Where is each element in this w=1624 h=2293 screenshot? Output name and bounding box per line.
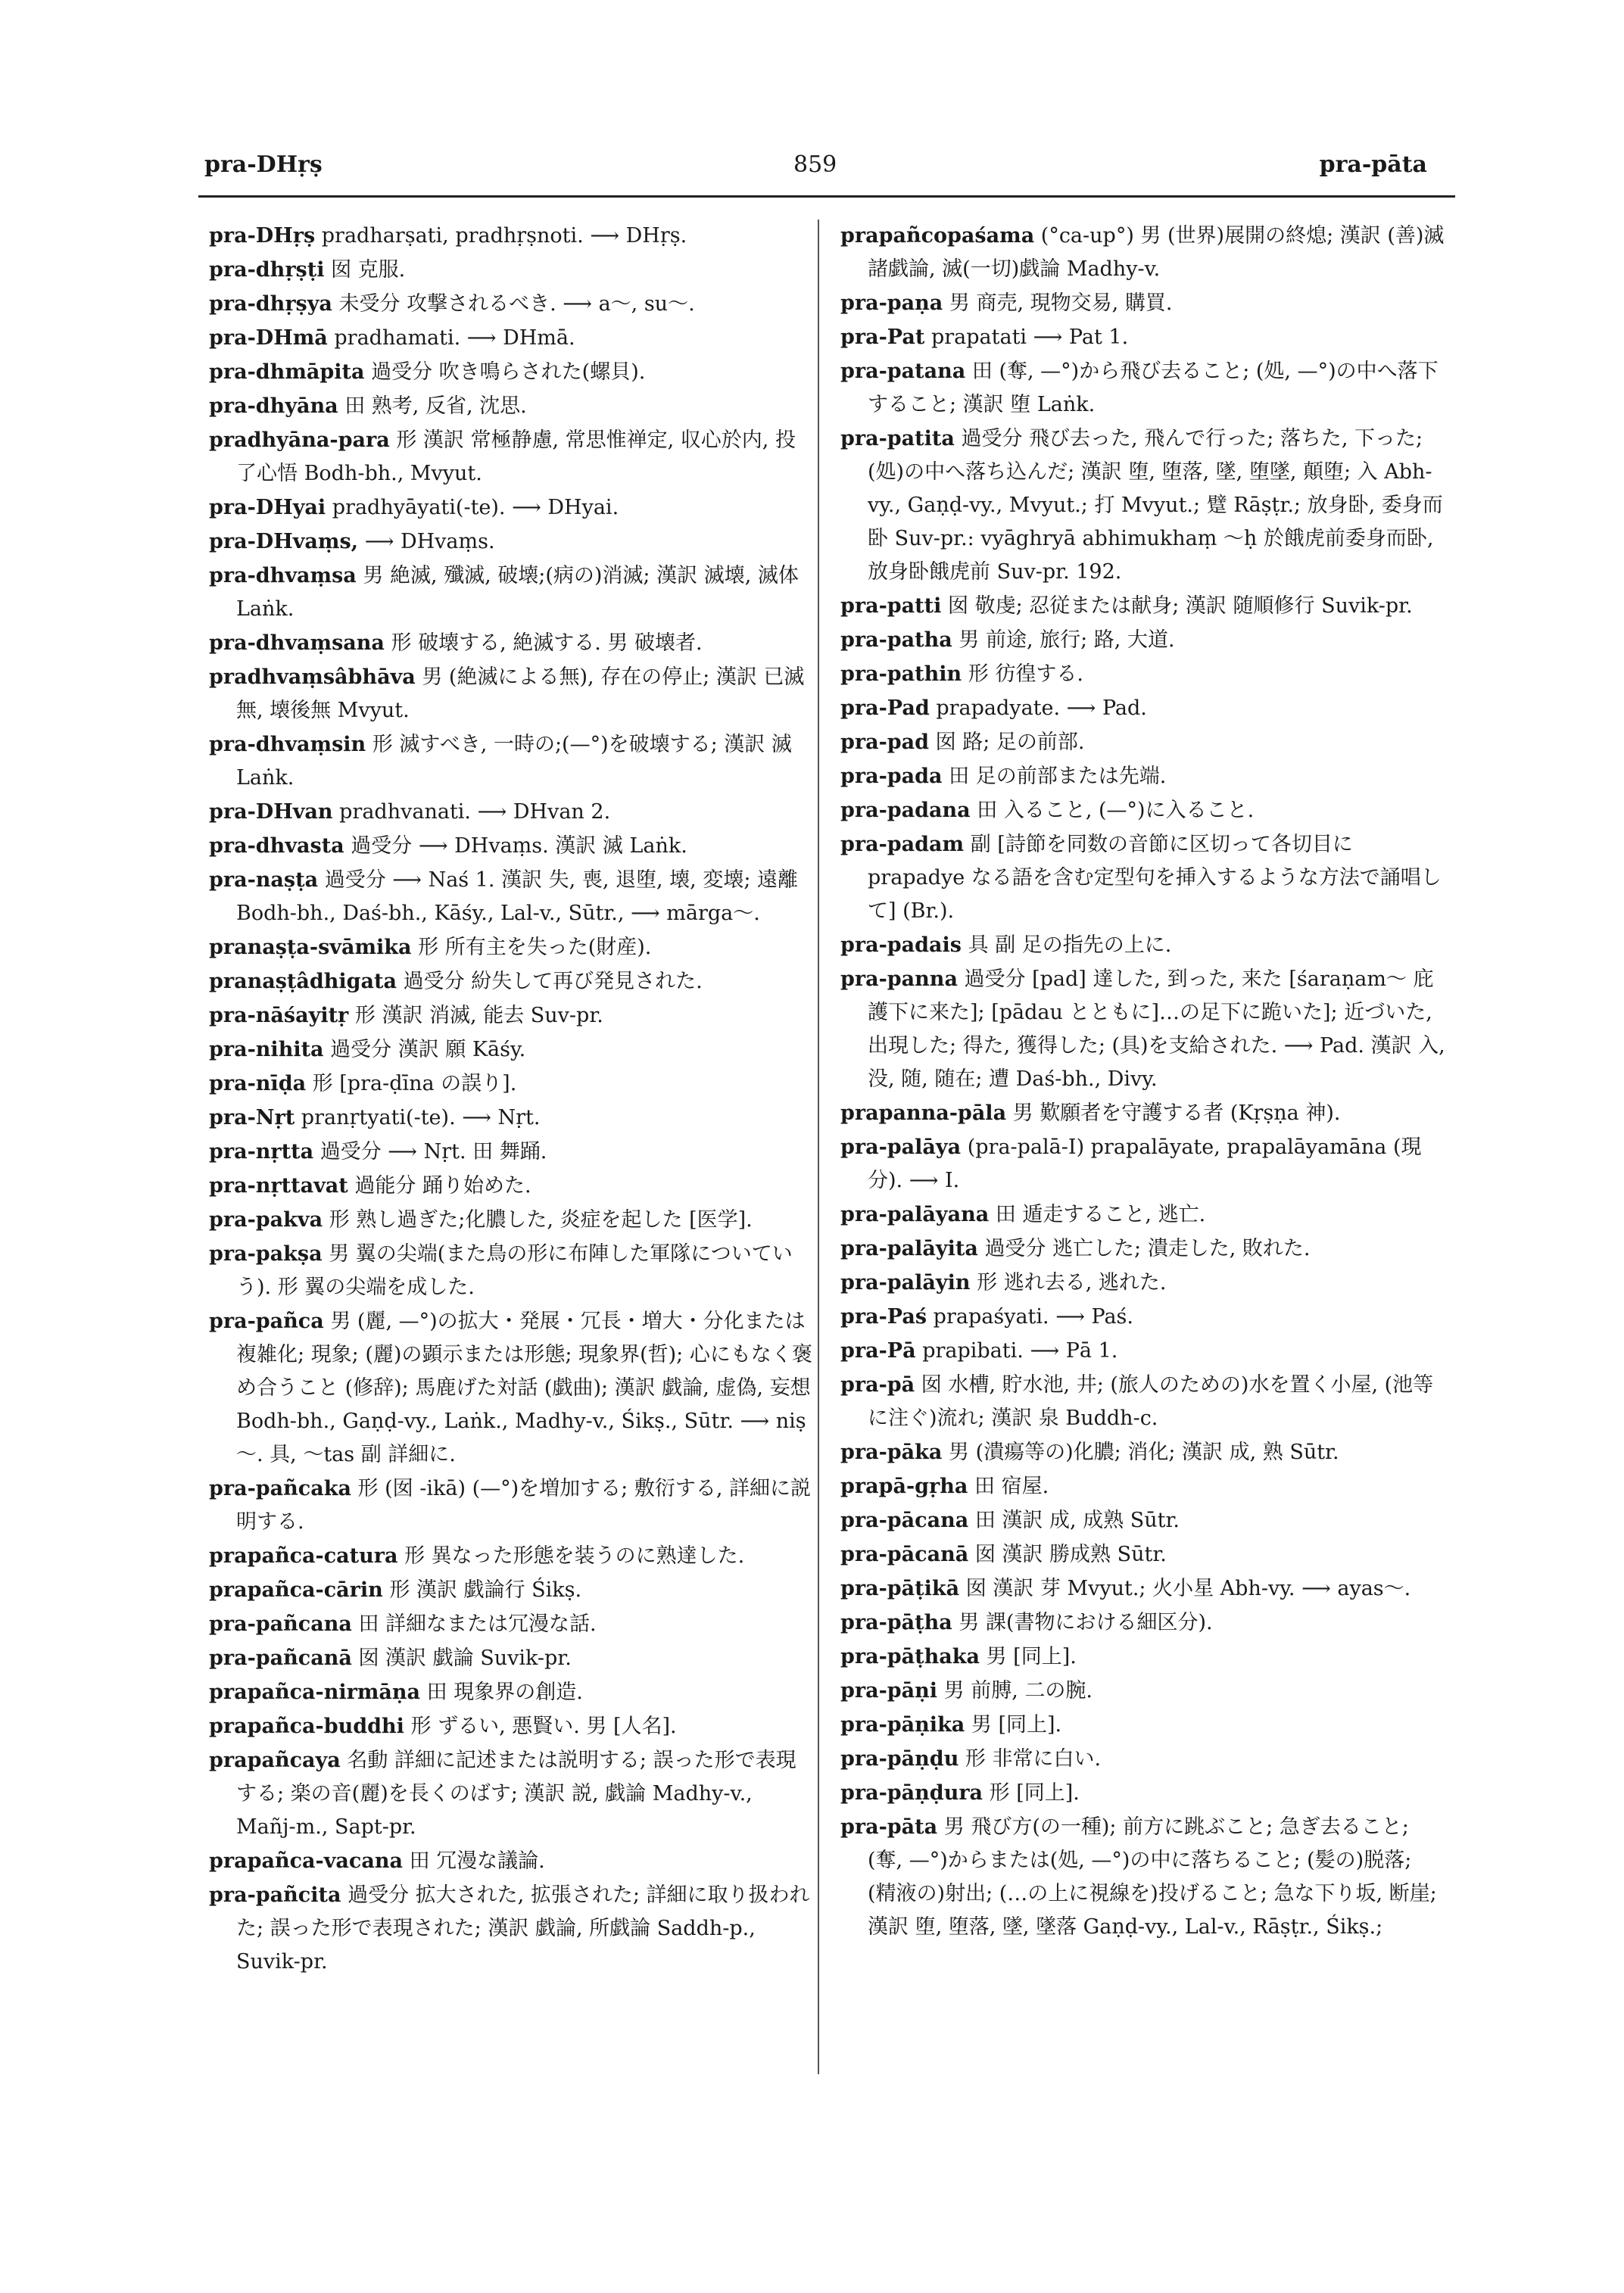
entry-definition: 形 熟し過ぎた;化膿した, 炎症を起した [医学].: [329, 1208, 753, 1232]
entry-headword: pra-pā: [840, 1373, 915, 1397]
entry-headword: pradhvaṃsâbhāva: [209, 665, 416, 689]
dictionary-entry: [209, 661, 815, 727]
dictionary-entry: [209, 1540, 815, 1573]
entry-headword: pra-pāṭikā: [840, 1577, 960, 1600]
dictionary-entry: [840, 692, 1446, 725]
entry-headword: prapañcaya: [209, 1749, 341, 1772]
entry-definition: 男 歎願者を守護する者 (Kṛṣṇa 神).: [1012, 1101, 1341, 1125]
entry-headword: pra-padais: [840, 933, 962, 957]
entry-definition: pradhyāyati(-te). ⟶ DHyai.: [332, 496, 619, 519]
entry-headword: pra-dhvaṃsin: [209, 733, 366, 756]
dictionary-entry: [209, 1136, 815, 1169]
dictionary-entry: [209, 1067, 815, 1101]
dictionary-entry: [209, 1879, 815, 1979]
entry-definition: 過受分 ⟶ Nṛt. 田 舞踊.: [320, 1140, 547, 1164]
entry-definition: 過受分 紛失して再び発見された.: [403, 970, 703, 993]
entry-definition: 男 課(書物における細区分).: [959, 1611, 1213, 1634]
entry-definition: 男 商売, 現物交易, 購買.: [949, 291, 1173, 315]
dictionary-entry: [209, 1238, 815, 1304]
entry-headword: prapañca-buddhi: [209, 1715, 404, 1738]
entry-headword: pra-patana: [840, 360, 966, 383]
entry-headword: pra-Pad: [840, 696, 930, 720]
entry-headword: pra-pañca: [209, 1310, 324, 1333]
entry-headword: pra-DHmā: [209, 326, 328, 350]
entry-definition: 田 遁走すること, 逃亡.: [995, 1203, 1206, 1226]
dictionary-entry: [840, 590, 1446, 623]
dictionary-entry: [840, 1131, 1446, 1198]
dictionary-entry: [209, 525, 815, 559]
dictionary-entry: [209, 796, 815, 829]
entry-definition: 田 現象界の創造.: [426, 1681, 583, 1704]
entry-definition: 男 絶滅, 殲滅, 破壊;(病の)消滅; 漢訳 滅壊, 滅体 Laṅk.: [236, 564, 799, 621]
entry-definition: 男 [同上].: [971, 1713, 1062, 1737]
entry-headword: pra-DHṛṣ: [209, 224, 316, 248]
dictionary-entry: [840, 1436, 1446, 1469]
dictionary-entry: [209, 1305, 815, 1472]
entry-definition: pranṛtyati(-te). ⟶ Nṛt.: [301, 1106, 541, 1129]
entry-definition: 男 (潰瘍等の)化膿; 消化; 漢訳 成, 熟 Sūtr.: [948, 1441, 1339, 1464]
dictionary-entry: [209, 1170, 815, 1203]
entry-headword: pra-pāṭhaka: [840, 1645, 980, 1668]
entry-definition: 過受分 [pad] 達した, 到った, 来た [śaraṇam～ 庇護下に来た]; [pādau とともに]…の足下に跪いた]; 近づいた, 出現した; 得た, 獲得した; (具)を支給された. ⟶ Pad. 漢訳 入, 没, 随, 随在; 遭 Daś-bh., Divy.: [868, 967, 1445, 1091]
entry-headword: pra-palāyita: [840, 1237, 978, 1260]
entry-headword: pranaṣṭa-svāmika: [209, 936, 412, 959]
dictionary-entry: [840, 1640, 1446, 1674]
entry-headword: pra-dhyāna: [209, 394, 338, 418]
entry-definition: 形 彷徨する.: [968, 662, 1083, 686]
entry-headword: pra-palāya: [840, 1136, 962, 1159]
dictionary-entry: [840, 355, 1446, 422]
entry-definition: 囡 克服.: [331, 258, 406, 282]
dictionary-entry: [840, 1606, 1446, 1640]
entry-definition: 男 翼の尖端(また鳥の形に布陣した軍隊についていう). 形 翼の尖端を成した.: [236, 1242, 793, 1299]
entry-headword: pradhyāna-para: [209, 428, 390, 452]
dictionary-entry: [840, 1777, 1446, 1810]
dictionary-entry: [209, 390, 815, 423]
entry-definition: 田 熟考, 反省, 沈思.: [344, 394, 527, 418]
entry-definition: (°ca-up°) 男 (世界)展開の終熄; 漢訳 (善)滅諸戯論, 滅(一切)戯論 Madhy-v.: [868, 224, 1445, 281]
entry-headword: pra-nṛtta: [209, 1140, 314, 1164]
dictionary-entry: [209, 1744, 815, 1844]
entry-definition: 過受分 ⟶ Naś 1. 漢訳 失, 喪, 退堕, 壊, 変壊; 遠離 Bodh-bh., Daś-bh., Kāśy., Lal-v., Sūtr., ⟶ mārga～.: [236, 868, 799, 925]
entry-headword: pra-nṛttavat: [209, 1174, 348, 1198]
entry-definition: 過受分 飛び去った, 飛んで行った; 落ちた, 下った; (処)の中へ落ち込んだ; 漢訳 堕, 堕落, 墜, 堕墜, 顛堕; 入 Abh-vy., Gaṇḍ-vy., Mvyut.; 打 Mvyut.; 躄 Rāṣṭr.; 放身卧, 委身而卧 Suv-pr.: vyāghryā abhimukhaṃ ～ḥ 於餓虎前委身而卧, 放身卧餓虎前 Suv-pr. 192.: [868, 427, 1443, 584]
dictionary-entry: [840, 1675, 1446, 1708]
dictionary-entry: [209, 220, 815, 253]
entry-headword: pra-patti: [840, 594, 942, 618]
dictionary-entry: [840, 828, 1446, 928]
entry-headword: prapañca-vacana: [209, 1849, 403, 1873]
entry-definition: 男 飛び方(の一種); 前方に跳ぶこと; 急ぎ去ること; (奪, —°)からまたは(処, —°)の中に落ちること; (髪の)脱落; (精液の)射出; (…の上に視線を)投げること; 急な下り坂, 断崖; 漢訳 堕, 堕落, 墜, 墜落 Gaṇḍ-vy., Lal-v., Rāṣṭr., Śikṣ.;: [868, 1815, 1437, 1939]
header-rule: [198, 195, 1455, 198]
entry-definition: 形 異なった形態を装うのに熟達した.: [404, 1544, 745, 1568]
entry-definition: 田 冗漫な議論.: [409, 1849, 545, 1873]
entry-definition: 形 滅すべき, 一時の;(—°)を破壊する; 漢訳 滅 Laṅk.: [236, 733, 792, 790]
entry-definition: prapadyate. ⟶ Pad.: [936, 696, 1147, 720]
dictionary-entry: [209, 830, 815, 863]
entry-headword: pra-DHyai: [209, 496, 326, 519]
dictionary-entry: [209, 627, 815, 660]
dictionary-entry: [840, 287, 1446, 320]
dictionary-entry: [209, 965, 815, 999]
entry-headword: pra-pakva: [209, 1208, 323, 1232]
entry-headword: prapañca-cārin: [209, 1578, 383, 1602]
entry-definition: 形 漢訳 常極静慮, 常思惟禅定, 収心於内, 投了心悟 Bodh-bh., Mvyut.: [236, 428, 796, 485]
dictionary-entry: [209, 322, 815, 355]
entry-definition: 田 (奪, —°)から飛び去ること; (処, —°)の中へ落下すること; 漢訳 堕 Laṅk.: [868, 360, 1439, 416]
entry-definition: 具 副 足の指先の上に.: [968, 933, 1172, 957]
entry-definition: prapatati ⟶ Pat 1.: [930, 326, 1129, 349]
entry-definition: 形 漢訳 戯論行 Śikṣ.: [389, 1578, 582, 1602]
entry-headword: pra-pañcanā: [209, 1647, 352, 1670]
left-column: [209, 220, 815, 1980]
dictionary-entry: [209, 1574, 815, 1607]
dictionary-entry: [840, 794, 1446, 827]
entry-headword: pra-patha: [840, 628, 952, 652]
entry-definition: prapaśyati. ⟶ Paś.: [933, 1305, 1133, 1329]
dictionary-entry: [209, 254, 815, 287]
entry-headword: pra-dhvaṃsa: [209, 564, 357, 587]
entry-headword: pra-padana: [840, 799, 971, 822]
entry-headword: prapanna-pāla: [840, 1101, 1007, 1125]
dictionary-entry: [209, 1845, 815, 1878]
entry-headword: pra-pāṇḍura: [840, 1781, 983, 1805]
entry-definition: 形 漢訳 消滅, 能去 Suv-pr.: [354, 1004, 603, 1027]
entry-definition: 名動 詳細に記述または説明する; 誤った形で表現する; 楽の音(麗)を長くのばす; 漢訳 説, 戯論 Madhy-v., Mañj-m., Sapt-pr.: [236, 1749, 796, 1839]
entry-definition: 形 (囡 -ikā) (—°)を増加する; 敷衍する, 詳細に説明する.: [236, 1477, 811, 1534]
entry-headword: pra-panna: [840, 967, 958, 991]
dictionary-entry: [209, 1608, 815, 1641]
dictionary-entry: [209, 1101, 815, 1135]
dictionary-entry: [840, 1470, 1446, 1503]
entry-headword: pra-DHvaṃs,: [209, 530, 359, 553]
entry-definition: pradhamati. ⟶ DHmā.: [334, 326, 575, 350]
dictionary-entry: [209, 1642, 815, 1675]
dictionary-entry: [840, 726, 1446, 759]
entry-definition: prapibati. ⟶ Pā 1.: [922, 1339, 1118, 1363]
dictionary-entry: [840, 1369, 1446, 1435]
entry-definition: 過受分 吹き鳴らされた(螺貝).: [371, 360, 646, 384]
dictionary-entry: [209, 491, 815, 525]
entry-headword: prapā-gṛha: [840, 1475, 968, 1498]
entry-headword: pra-Pat: [840, 326, 925, 349]
dictionary-entry: [840, 1198, 1446, 1232]
dictionary-entry: [840, 1743, 1446, 1776]
entry-headword: pra-pañcana: [209, 1612, 352, 1636]
entry-headword: pra-nihita: [209, 1038, 324, 1061]
dictionary-entry: [840, 1266, 1446, 1300]
entry-headword: pra-pāka: [840, 1441, 943, 1464]
entry-headword: pra-pācanā: [840, 1543, 969, 1566]
entry-headword: pra-Paś: [840, 1305, 927, 1329]
dictionary-entry: [840, 220, 1446, 286]
entry-definition: 男 前途, 旅行; 路, 大道.: [959, 628, 1175, 652]
entry-definition: 形 破壊する, 絶滅する. 男 破壊者.: [391, 631, 703, 655]
entry-headword: pra-dhvasta: [209, 834, 344, 858]
entry-headword: pranaṣṭâdhigata: [209, 970, 397, 993]
dictionary-entry: [209, 424, 815, 491]
entry-definition: 囡 漢訳 戯論 Suvik-pr.: [358, 1647, 572, 1670]
dictionary-entry: [209, 288, 815, 321]
entry-headword: pra-pad: [840, 731, 930, 754]
entry-definition: 田 足の前部または先端.: [949, 765, 1167, 788]
dictionary-entry: [209, 728, 815, 795]
dictionary-entry: [209, 999, 815, 1033]
dictionary-entry: [840, 1097, 1446, 1130]
entry-definition: 形 [pra-ḍīna の誤り].: [312, 1072, 517, 1095]
entry-definition: 男 (絶滅による無), 存在の停止; 漢訳 已滅無, 壊後無 Mvyut.: [236, 665, 805, 722]
entry-definition: 過受分 漢訳 願 Kāśy.: [330, 1038, 526, 1061]
running-head-left: pra-DHṛṣ: [204, 151, 323, 178]
entry-definition: 未受分 攻撃されるべき. ⟶ a～, su～.: [338, 292, 695, 316]
dictionary-entry: [840, 1811, 1446, 1944]
dictionary-entry: [840, 658, 1446, 691]
dictionary-entry: [840, 1335, 1446, 1368]
entry-headword: pra-pañcaka: [209, 1477, 351, 1500]
dictionary-entry: [209, 1710, 815, 1743]
entry-headword: pra-nīḍa: [209, 1072, 307, 1095]
entry-headword: pra-pathin: [840, 662, 962, 686]
entry-definition: 形 非常に白い.: [965, 1747, 1102, 1771]
entry-definition: 男 前膊, 二の腕.: [943, 1679, 1093, 1703]
entry-definition: pradhvanati. ⟶ DHvan 2.: [339, 800, 611, 824]
dictionary-entry: [840, 1504, 1446, 1537]
entry-headword: pra-pada: [840, 765, 943, 788]
entry-headword: prapañca-nirmāṇa: [209, 1681, 421, 1704]
entry-headword: prapañca-catura: [209, 1544, 398, 1568]
entry-headword: pra-Pā: [840, 1339, 916, 1363]
entry-definition: 田 宿屋.: [974, 1475, 1049, 1498]
entry-headword: prapañcopaśama: [840, 224, 1035, 248]
dictionary-entry: [209, 1033, 815, 1067]
entry-definition: 過受分 逃亡した; 潰走した, 敗れた.: [984, 1237, 1311, 1260]
entry-definition: 囡 漢訳 芽 Mvyut.; 火小星 Abh-vy. ⟶ ayas～.: [965, 1577, 1411, 1600]
dictionary-entry: [840, 1709, 1446, 1742]
entry-headword: pra-paṇa: [840, 291, 943, 315]
entry-headword: pra-pakṣa: [209, 1242, 323, 1266]
entry-definition: 囡 漢訳 勝成熟 Sūtr.: [974, 1543, 1167, 1566]
entry-definition: 田 漢訳 成, 成熟 Sūtr.: [974, 1509, 1180, 1532]
dictionary-entry: [840, 1232, 1446, 1266]
dictionary-entry: [840, 1572, 1446, 1606]
entry-definition: 過能分 踊り始めた.: [354, 1174, 531, 1198]
entry-definition: 形 所有主を失った(財産).: [418, 936, 652, 959]
entry-definition: (pra-palā-I) prapalāyate, prapalāyamāna (現分). ⟶ I.: [868, 1136, 1422, 1192]
entry-definition: 囡 敬虔; 忍従または献身; 漢訳 随順修行 Suvik-pr.: [947, 594, 1413, 618]
entry-definition: 形 [同上].: [989, 1781, 1080, 1805]
dictionary-entry: [209, 1204, 815, 1237]
dictionary-entry: [840, 929, 1446, 962]
dictionary-entry: [840, 422, 1446, 589]
entry-headword: pra-naṣṭa: [209, 868, 319, 892]
page-number: 859: [793, 151, 837, 178]
dictionary-entry: [840, 1538, 1446, 1572]
entry-definition: ⟶ DHvaṃs.: [364, 530, 495, 553]
entry-definition: 囡 路; 足の前部.: [935, 731, 1085, 754]
entry-headword: pra-palāyana: [840, 1203, 990, 1226]
dictionary-entry: [209, 1676, 815, 1709]
entry-headword: pra-nāśayitṛ: [209, 1004, 349, 1027]
entry-headword: pra-dhṛṣya: [209, 292, 332, 316]
dictionary-entry: [209, 864, 815, 930]
running-head-right: pra-pāta: [1319, 151, 1427, 178]
entry-definition: 田 入ること, (—°)に入ること.: [977, 799, 1255, 822]
entry-definition: 男 (麗, —°)の拡大・発展・冗長・増大・分化または複雑化; 現象; (麗)の顕示または形態; 現象界(哲); 心にもなく褒め合うこと (修辞); 馬鹿げた対話 (戯曲); 漢訳 戯論, 虚偽, 妄想 Bodh-bh., Gaṇḍ-vy., Laṅk., Madhy-v., Śikṣ., Sūtr. ⟶ niṣ～. 具, ～tas 副 詳細に.: [236, 1310, 812, 1466]
dictionary-entry: [209, 356, 815, 389]
dictionary-entry: [840, 321, 1446, 354]
dictionary-entry: [840, 624, 1446, 657]
entry-definition: 形 逃れ去る, 逃れた.: [977, 1271, 1167, 1294]
entry-definition: 過受分 ⟶ DHvaṃs. 漢訳 滅 Laṅk.: [351, 834, 687, 858]
right-column: [840, 220, 1446, 1945]
entry-headword: pra-patita: [840, 427, 955, 450]
entry-headword: pra-dhvaṃsana: [209, 631, 385, 655]
entry-headword: pra-pāṇika: [840, 1713, 965, 1737]
entry-headword: pra-dhṛṣṭi: [209, 258, 325, 282]
dictionary-entry: [840, 1301, 1446, 1334]
entry-definition: 形 ずるい, 悪賢い. 男 [人名].: [410, 1715, 677, 1738]
entry-definition: 過受分 拡大された, 拡張された; 詳細に取り扱われた; 誤った形で表現された; 漢訳 戯論, 所戯論 Saddh-p., Suvik-pr.: [236, 1883, 810, 1974]
entry-definition: pradharṣati, pradhṛṣnoti. ⟶ DHṛṣ.: [321, 224, 687, 248]
dictionary-entry: [209, 559, 815, 626]
entry-headword: pra-pāṇḍu: [840, 1747, 959, 1771]
entry-headword: pra-dhmāpita: [209, 360, 365, 384]
column-divider: [818, 220, 819, 2074]
entry-headword: pra-pāṇi: [840, 1679, 938, 1703]
entry-headword: pra-Nṛt: [209, 1106, 295, 1129]
dictionary-entry: [209, 931, 815, 964]
entry-headword: pra-pañcita: [209, 1883, 341, 1907]
entry-headword: pra-pācana: [840, 1509, 969, 1532]
dictionary-entry: [840, 760, 1446, 793]
entry-headword: pra-pāṭha: [840, 1611, 952, 1634]
dictionary-entry: [209, 1472, 815, 1539]
entry-headword: pra-palāyin: [840, 1271, 971, 1294]
entry-definition: 男 [同上].: [986, 1645, 1077, 1668]
entry-definition: 囡 水槽, 貯水池, 井; (旅人のための)水を置く小屋, (池等に注ぐ)流れ; 漢訳 泉 Buddh-c.: [868, 1373, 1434, 1430]
entry-definition: 田 詳細なまたは冗漫な話.: [358, 1612, 597, 1636]
dictionary-entry: [840, 963, 1446, 1096]
entry-headword: pra-pāta: [840, 1815, 938, 1839]
entry-definition: 副 [詩節を同数の音節に区切って各切目に prapadye なる語を含む定型句を挿入するような方法で誦唱して] (Br.).: [868, 833, 1442, 923]
entry-headword: pra-DHvan: [209, 800, 333, 824]
entry-headword: pra-padam: [840, 833, 965, 856]
